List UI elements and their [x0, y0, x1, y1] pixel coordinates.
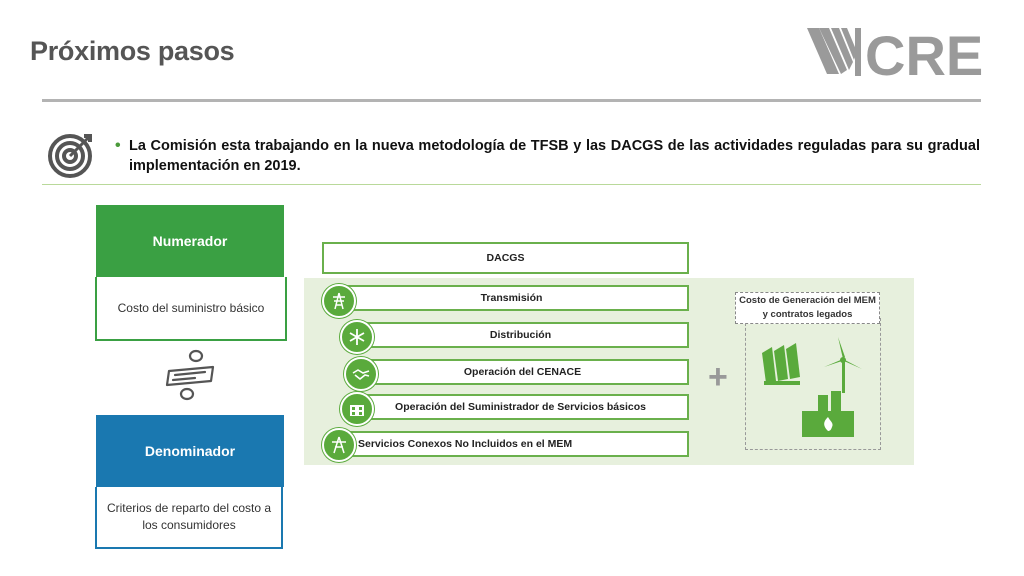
activity-row-servicios-conexos	[336, 431, 689, 457]
activity-row-cenace	[356, 359, 689, 385]
generation-box	[745, 318, 881, 450]
generation-icons	[758, 333, 870, 441]
cre-logo	[805, 24, 1000, 82]
bullet-marker: •	[115, 137, 121, 154]
activity-row-distribucion	[352, 322, 689, 348]
numerator-body: Costo del suministro básico	[95, 277, 287, 341]
activity-label: Operación del CENACE	[463, 366, 582, 378]
building-icon	[340, 392, 374, 426]
activity-row-suministrador	[352, 394, 689, 420]
denominator-heading: Denominador	[96, 415, 284, 487]
activity-label: Transmisión	[480, 292, 543, 304]
handshake-icon	[344, 357, 378, 391]
target-icon	[46, 130, 94, 178]
plus-sign: +	[708, 358, 728, 396]
distribution-icon	[340, 320, 374, 354]
dacgs-box: DACGS	[322, 242, 689, 274]
power-tower-icon	[322, 428, 356, 462]
division-icon	[165, 347, 217, 401]
bullet-point	[115, 136, 980, 176]
activity-label: Operación del Suministrador de Servicios básicos	[395, 401, 646, 413]
header-divider	[42, 99, 981, 102]
activity-label: Distribución	[489, 329, 552, 341]
page-title: Próximos pasos	[30, 36, 235, 66]
activity-label: Servicios Conexos No Incluidos en el MEM	[358, 438, 573, 450]
svg-text:CRE: CRE	[865, 24, 984, 82]
transmission-tower-icon	[322, 284, 356, 318]
activity-row-transmision	[334, 285, 689, 311]
bullet-text: La Comisión esta trabajando en la nueva metodología de TFSB y las DACGS de las actividades reguladas para su gradual implementación en 2019.	[129, 138, 980, 174]
numerator-heading: Numerador	[96, 205, 284, 277]
generation-label: Costo de Generación del MEM y contratos legados	[735, 292, 880, 324]
section-divider	[42, 184, 981, 185]
denominator-body: Criterios de reparto del costo a los consumidores	[95, 487, 283, 549]
